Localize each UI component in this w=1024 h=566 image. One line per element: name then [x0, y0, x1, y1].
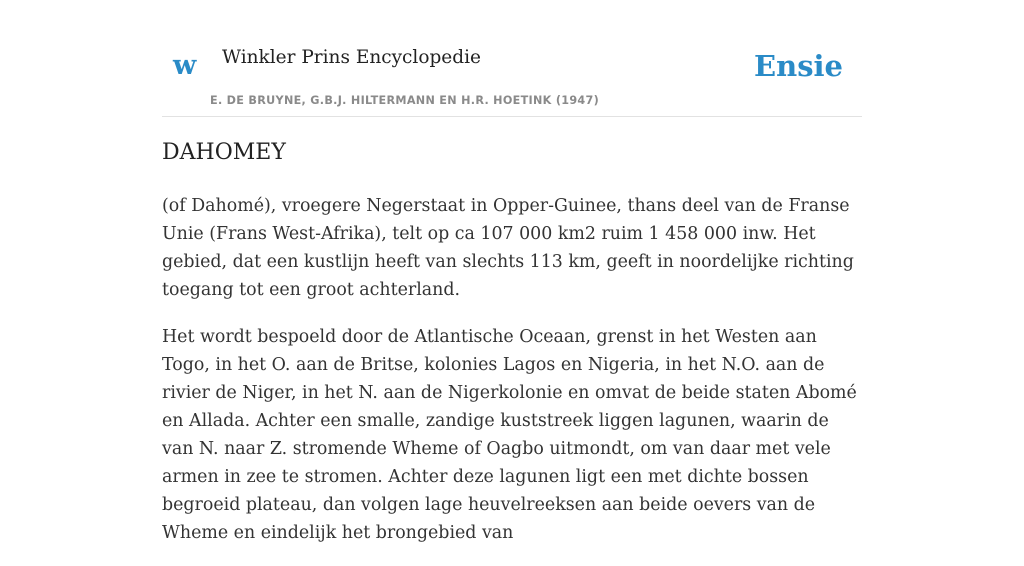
site-header: [162, 0, 862, 117]
site-title[interactable]: Winkler Prins Encyclopedie: [222, 47, 481, 68]
authors-subtitle: E. DE BRUYNE, G.B.J. HILTERMANN EN H.R. HOETINK (1947): [210, 94, 599, 107]
article-paragraph-1: (of Dahomé), vroegere Negerstaat in Opper-Guinee, thans deel van de Franse Unie (Frans West-Afrika), telt op ca 107 000 km2 ruim 1 458 000 inw. Het gebied, dat een kustlijn heeft van slechts 113 km, geeft in noordelijke richting toegang tot een groot achterland.: [162, 196, 854, 300]
ensie-brand-logo[interactable]: Ensie: [754, 49, 843, 83]
winkler-prins-logo-icon[interactable]: w: [173, 50, 197, 81]
article-body: [162, 192, 862, 566]
article-title: DAHOMEY: [162, 140, 286, 165]
article-paragraph-2: Het wordt bespoeld door de Atlantische Oceaan, grenst in het Westen aan Togo, in het O. aan de Britse, kolonies Lagos en Nigeria, in het N.O. aan de rivier de Niger, in het N. aan de Nigerkolonie en omvat de beide staten Abomé en Allada. Achter een smalle, zandige kuststreek liggen lagunen, waarin de van N. naar Z. stromende Wheme of Oagbo uitmondt, om van daar met vele armen in zee te stromen. Achter deze lagunen ligt een met dichte bossen begroeid plateau, dan volgen lage heuvelreeksen aan beide oevers van de Wheme en eindelijk het brongebied van: [162, 327, 857, 543]
